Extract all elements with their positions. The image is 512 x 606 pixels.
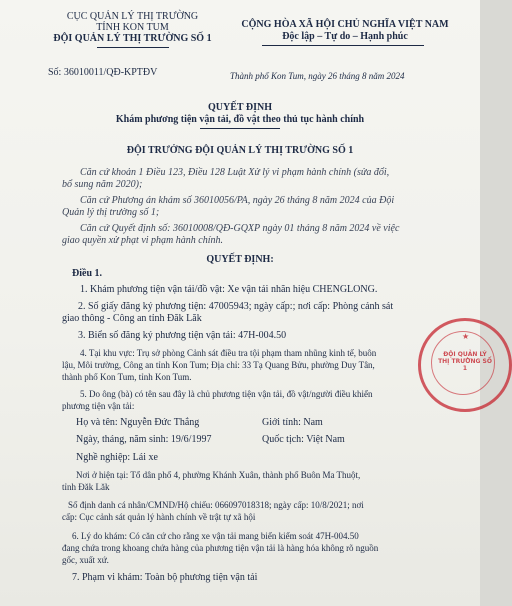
motto-underline: [262, 45, 424, 46]
official-seal-stamp: [418, 318, 512, 412]
owner-name: Họ và tên: Nguyễn Đức Thắng: [76, 417, 200, 428]
owner-address-line-1: Nơi ở hiện tại: Tổ dân phố 4, phường Khánh Xuân, thành phố Buôn Ma Thuột,: [76, 470, 361, 480]
agency-unit: ĐỘI QUẢN LÝ THỊ TRƯỜNG SỐ 1: [53, 33, 212, 44]
item-7: 7. Phạm vi khám: Toàn bộ phương tiện vận tải: [72, 572, 258, 583]
document-kind: QUYẾT ĐỊNH: [208, 102, 272, 113]
item-4-line-1: 4. Tại khu vực: Trụ sở phòng Cảnh sát điều tra tội phạm tham nhũng kinh tế, buôn: [80, 348, 377, 358]
basis-1-line-2: bổ sung năm 2020);: [62, 179, 143, 190]
owner-nationality: Quốc tịch: Việt Nam: [262, 434, 345, 445]
doc-number: Số: 36010011/QĐ-KPTĐV: [48, 67, 158, 78]
item-6-line-1: 6. Lý do khám: Có căn cứ cho rằng xe vận tải mang biển kiểm soát 47H-004.50: [72, 531, 359, 541]
owner-id-line-1: Số định danh cá nhân/CMND/Hộ chiếu: 066097018318; ngày cấp: 10/8/2021; nơi: [68, 500, 364, 510]
agency-province: TỈNH KON TUM: [96, 22, 169, 33]
item-6-line-3: gốc, xuất xứ.: [62, 555, 109, 565]
owner-address-line-2: tỉnh Đăk Lăk: [62, 482, 110, 492]
article-1-heading: Điều 1.: [72, 268, 102, 279]
place-date: Thành phố Kon Tum, ngày 26 tháng 8 năm 2024: [230, 71, 405, 81]
agency-underline: [97, 47, 169, 48]
item-3: 3. Biển số đăng ký phương tiện vận tải: 47H-004.50: [78, 330, 287, 341]
item-4-line-2: lậu, Môi trường, Công an tỉnh Kon Tum; Địa chỉ: 33 Tạ Quang Bửu, phường Duy Tân,: [62, 360, 375, 370]
basis-3-line-1: Căn cứ Quyết định số: 36010008/QĐ-GQXP ngày 01 tháng 8 năm 2024 về việc: [80, 223, 400, 234]
owner-dob: Ngày, tháng, năm sinh: 19/6/1997: [76, 434, 212, 445]
decision-heading: QUYẾT ĐỊNH:: [206, 254, 274, 265]
basis-2-line-2: Quản lý thị trường số 1;: [62, 207, 160, 218]
owner-job: Nghề nghiệp: Lái xe: [76, 452, 158, 463]
basis-2-line-1: Căn cứ Phương án khám số 36010056/PA, ngày 26 tháng 8 năm 2024 của Đội: [80, 195, 395, 206]
item-5-line-2: phương tiện vận tải:: [62, 401, 135, 411]
document-subject: Khám phương tiện vận tải, đồ vật theo thủ tục hành chính: [115, 114, 365, 125]
item-5-line-1: 5. Do ông (bà) có tên sau đây là chủ phương tiện vận tải, đồ vật/người điều khiển: [80, 389, 373, 399]
agency-parent: CỤC QUẢN LÝ THỊ TRƯỜNG: [66, 11, 199, 22]
item-2-line-1: 2. Số giấy đăng ký phương tiện: 47005943; ngày cấp:; nơi cấp: Phòng cảnh sát: [78, 301, 394, 312]
item-4-line-3: thành phố Kon Tum, tỉnh Kon Tum.: [62, 372, 192, 382]
item-6-line-2: đang chứa trong khoang chứa hàng của phương tiện vận tải là hàng hóa không rõ nguồn: [62, 543, 379, 553]
national-motto: Độc lập – Tự do – Hạnh phúc: [282, 31, 408, 42]
item-1: 1. Khám phương tiện vận tải/đồ vật: Xe vận tải nhãn hiệu CHENGLONG.: [80, 284, 378, 295]
basis-1-line-1: Căn cứ khoản 1 Điều 123, Điều 128 Luật Xử lý vi phạm hành chính (sửa đổi,: [80, 167, 390, 178]
owner-id-line-2: cấp: Cục cảnh sát quản lý hành chính về trật tự xã hội: [62, 512, 256, 522]
owner-gender: Giới tính: Nam: [262, 417, 323, 428]
seal-star-icon: ★: [462, 332, 470, 341]
title-underline: [200, 128, 280, 129]
country-name: CỘNG HÒA XÃ HỘI CHỦ NGHĨA VIỆT NAM: [241, 19, 449, 30]
basis-3-line-2: giao quyền xử phạt vi phạm hành chính.: [62, 235, 223, 246]
item-2-line-2: giao thông - Công an tỉnh Đăk Lăk: [62, 313, 202, 324]
issuing-authority: ĐỘI TRƯỞNG ĐỘI QUẢN LÝ THỊ TRƯỜNG SỐ 1: [126, 145, 354, 156]
seal-text: ĐỘI QUẢN LÝ THỊ TRƯỜNG SỐ 1: [438, 351, 492, 372]
